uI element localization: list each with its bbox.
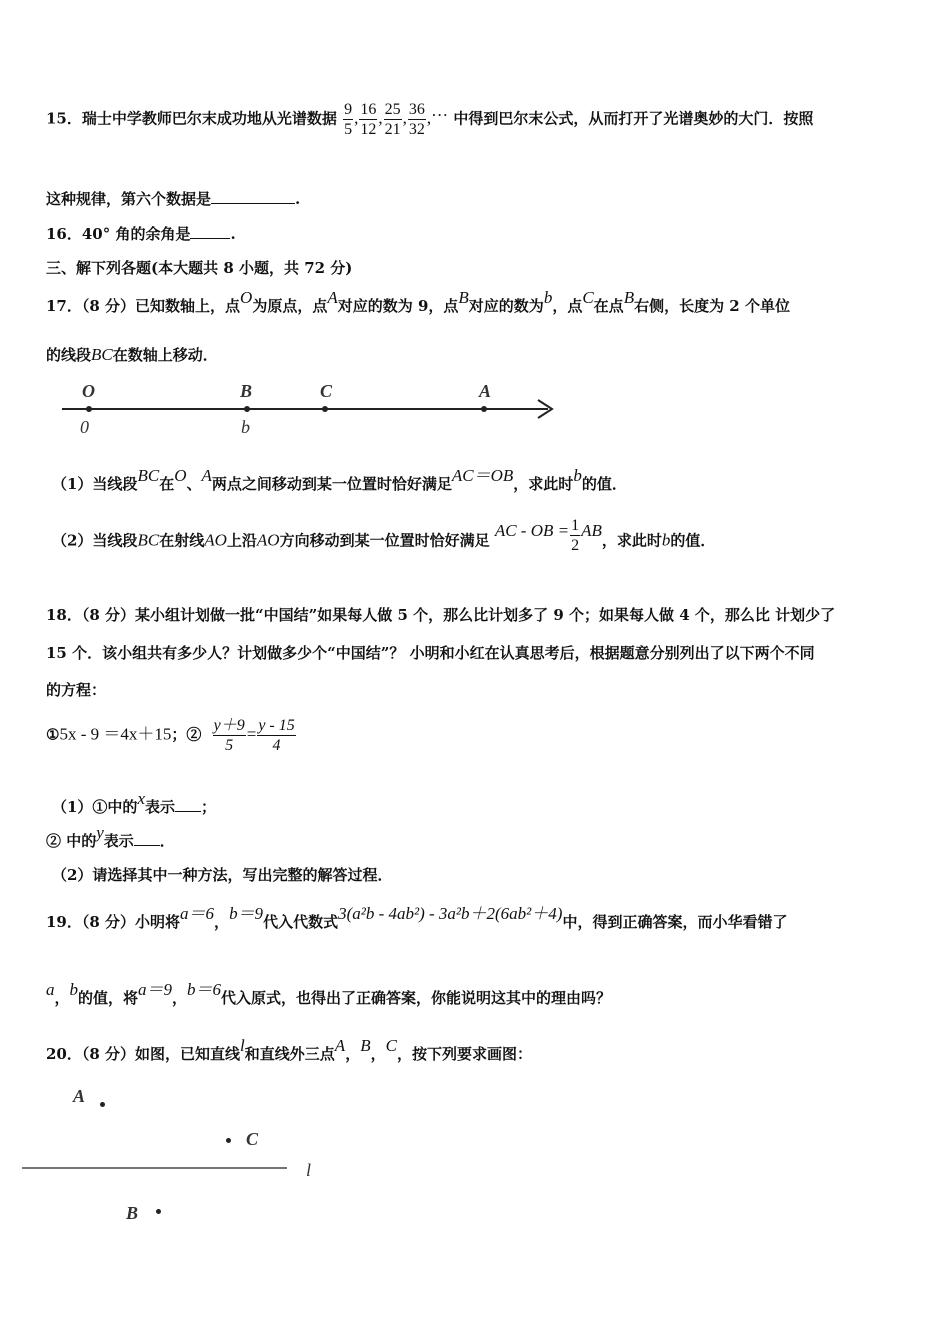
q17-p2-equation-left: AC - OB = [494, 520, 570, 540]
q20-line1: 20．（8 分）如图，已知直线l和直线外三点A，B，C，按下列要求画图： [46, 1036, 532, 1063]
q19-line2: a，b的值，将a＝9，b＝6代入原式，也得出了正确答案，你能说明这其中的理由吗？ [46, 980, 612, 1007]
q18-x-blank[interactable] [175, 811, 201, 812]
q18-part1b: ② 中的y表示 ． [46, 823, 175, 850]
q17-p2-half: $\frac{1}{2}$ [571, 517, 580, 555]
fig-label-C: C [246, 1129, 259, 1149]
q18-y-blank[interactable] [134, 845, 160, 846]
axis-label-A: A [479, 381, 492, 401]
q15-fraction-1: $\frac{9}{5}$ [344, 101, 353, 139]
fig-label-l: l [306, 1160, 312, 1180]
q17-part2: （2）当线段BC在射线AO上沿AO方向移动到某一位置时恰好满足 AC - OB = $\frac{1}{2}$ AB，求此时b的值． [52, 517, 716, 555]
q15-fraction-3: $\frac{25}{21}$ [384, 101, 401, 139]
q15-line1: 15．瑞士中学教师巴尔末成功地从光谱数据 $\frac{9}{5}$ , $\frac{16}{12}$ , $\frac{25}{21}$ , $\frac{36}{32}$ ,… 中得到巴尔末公式，从而打开了光谱奥妙的大门．按照 [46, 100, 814, 139]
q15-number: 15． [46, 109, 82, 128]
fig-label-B: B [126, 1203, 139, 1223]
q19-line1: 19．（8 分）小明将a＝6，b＝9代入代数式3(a²b - 4ab²) - 3a²b＋2(6ab²＋4)中，得到正确答案，而小华看错了 [46, 904, 788, 931]
fig-point-C [226, 1138, 231, 1143]
q19-expression: 3(a²b - 4ab²) - 3a²b＋2(6ab²＋4) [338, 904, 563, 923]
axis-point-C [322, 406, 328, 412]
q18-equation-2-right: $\frac{y - 15}{4}$ [258, 717, 295, 755]
axis-value-zero: 0 [80, 417, 89, 437]
axis-value-b: b [241, 417, 250, 437]
q15-ellipsis: … [431, 100, 449, 120]
axis-point-B [244, 406, 250, 412]
q17-p1-equation: AC＝OB [451, 466, 514, 485]
section3-title: 三、解下列各题(本大题共 8 小题，共 72 分) [46, 259, 353, 277]
axis-label-C: C [320, 381, 333, 401]
q18-line2: 15 个．该小组共有多少人？计划做多少个“中国结”？ 小明和小红在认真思考后，根据题意分别列出了以下两个不同 [46, 644, 815, 662]
q18-equation-2-left: $\frac{y+9}{5}$ [213, 717, 245, 755]
q15-fraction-4: $\frac{36}{32}$ [408, 101, 425, 139]
q15-fraction-2: $\frac{16}{12}$ [360, 101, 377, 139]
q15-line2: 这种规律，第六个数据是 . [46, 190, 301, 208]
axis-label-O: O [82, 381, 95, 401]
q18-equations: ①5x - 9 ＝4x＋15；② $\frac{y+9}{5}$ = $\frac{y - 15}{4}$ [46, 717, 295, 755]
q17-line2: 的线段BC在数轴上移动． [46, 345, 218, 364]
q16-line: 16．40° 角的余角是 . [46, 225, 236, 243]
fig-point-B [156, 1209, 161, 1214]
q18-part1a: （1）①中的x表示 ； [52, 789, 217, 816]
q15-text-b: 中得到巴尔末公式，从而打开了光谱奥妙的大门．按照 [453, 109, 814, 128]
fig-label-A: A [73, 1086, 86, 1106]
q18-part2: （2）请选择其中一种方法，写出完整的解答过程． [52, 866, 393, 884]
axis-label-B: B [240, 381, 253, 401]
q17-part1: （1）当线段BC在O、A两点之间移动到某一位置时恰好满足AC＝OB，求此时b的值． [52, 466, 627, 493]
axis-point-O [86, 406, 92, 412]
q18-line3: 的方程： [46, 681, 107, 699]
q15-text-a: 瑞士中学教师巴尔末成功地从光谱数据 [81, 109, 337, 128]
q18-equation-1: 5x - 9 ＝4x＋15 [59, 724, 172, 744]
axis-point-A [481, 406, 487, 412]
q17-line1: 17．（8 分）已知数轴上，点O为原点，点A对应的数为 9，点B对应的数为b，点C在点B右侧，长度为 2 个单位 [46, 288, 790, 315]
fig-point-A [100, 1102, 105, 1107]
q18-line1: 18．（8 分）某小组计划做一批“中国结”如果每人做 5 个，那么比计划多了 9 个；如果每人做 4 个，那么比 计划少了 [46, 606, 836, 624]
